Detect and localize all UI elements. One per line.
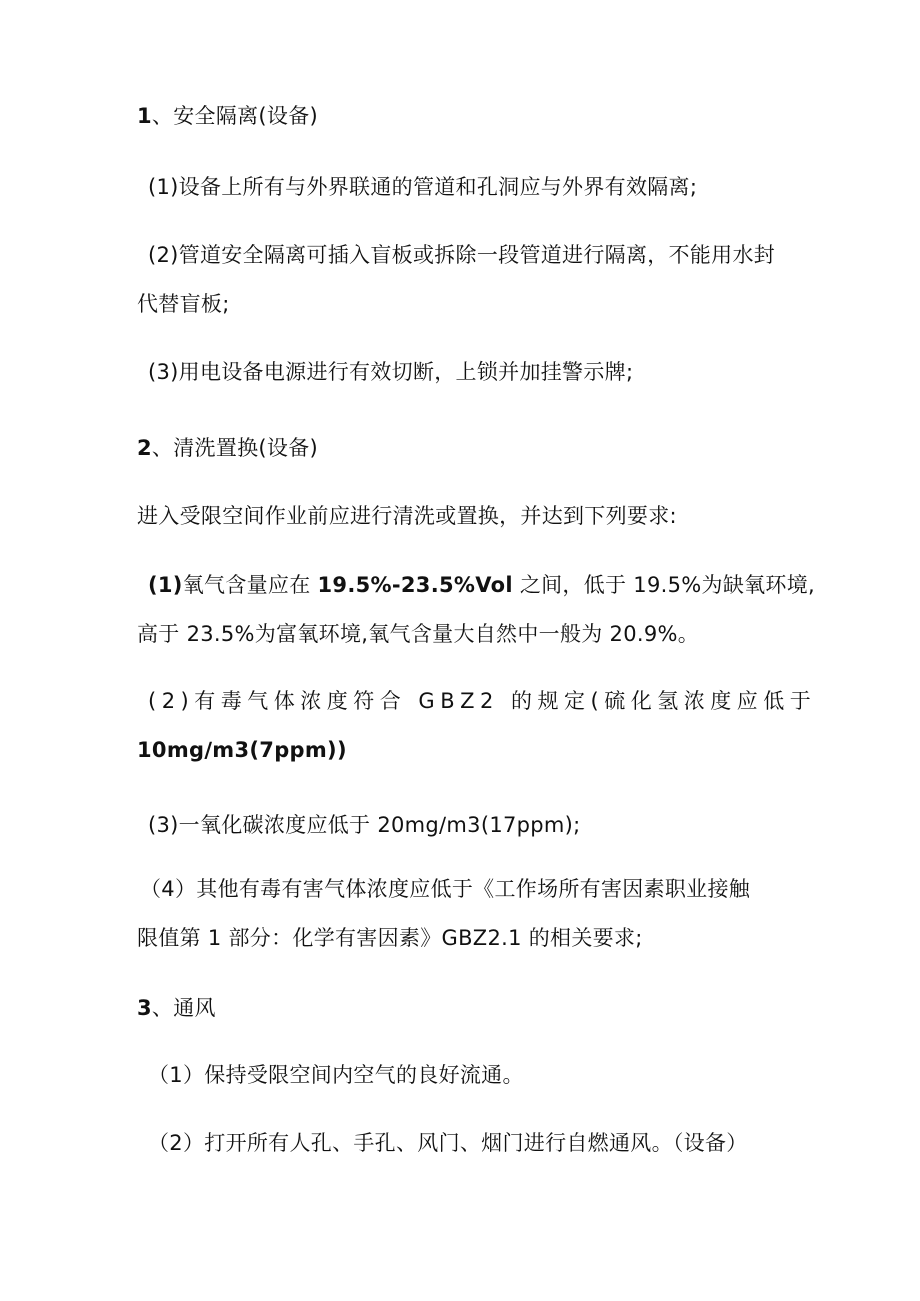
item-label: （4） bbox=[140, 877, 197, 901]
item-text: 打开所有人孔、手孔、风门、烟门进行自燃通风。（设备） bbox=[204, 1131, 748, 1155]
section-1-item-3 bbox=[148, 357, 633, 387]
section-2-item-4-continued: 限值第 1 部分：化学有害因素》GBZ2.1 的相关要求; bbox=[137, 926, 643, 950]
section-2-item-2 bbox=[148, 686, 816, 716]
section-2-heading bbox=[137, 433, 318, 463]
section-2-item-4 bbox=[140, 874, 750, 904]
item-text: 管道安全隔离可插入盲板或拆除一段管道进行隔离，不能用水封 bbox=[178, 243, 776, 267]
section-1-item-2-continued: 代替盲板; bbox=[137, 292, 230, 316]
item-label: （1） bbox=[148, 1063, 205, 1087]
item-label: (1) bbox=[148, 573, 183, 597]
section-3-heading bbox=[137, 993, 216, 1023]
item-text: 其他有毒有害气体浓度应低于《工作场所有害因素职业接触 bbox=[196, 877, 751, 901]
item-text: 有毒气体浓度符合 GBZ2 的规定(硫化氢浓度应低于 bbox=[194, 689, 817, 713]
oxygen-range: 19.5%-23.5%Vol bbox=[317, 573, 513, 597]
section-2-item-1-continued: 高于 23.5%为富氧环境,氧气含量大自然中一般为 20.9%。 bbox=[137, 622, 700, 646]
item-label: （2） bbox=[148, 1131, 205, 1155]
section-3-item-2 bbox=[148, 1128, 748, 1158]
item-label: (3) bbox=[148, 360, 179, 384]
section-2-item-2-continued: 10mg∕m3(7ppm)) bbox=[137, 738, 347, 762]
section-2-title: 、清洗置换(设备) bbox=[151, 436, 319, 460]
item-label: (2) bbox=[148, 689, 195, 713]
item-label: (1) bbox=[148, 175, 179, 199]
section-3-title: 、通风 bbox=[151, 996, 216, 1020]
section-1-title: 、安全隔离(设备) bbox=[151, 104, 319, 128]
item-text: 一氧化碳浓度应低于 20mg∕m3(17ppm); bbox=[178, 813, 581, 837]
section-2-number: 2 bbox=[137, 436, 152, 460]
section-1-item-2 bbox=[148, 240, 775, 270]
section-3-number: 3 bbox=[137, 996, 152, 1020]
item-label: (2) bbox=[148, 243, 179, 267]
item-text: 保持受限空间内空气的良好流通。 bbox=[204, 1063, 524, 1087]
section-3-item-1 bbox=[148, 1060, 524, 1090]
section-1-number: 1 bbox=[137, 104, 152, 128]
section-2-intro: 进入受限空间作业前应进行清洗或置换，并达到下列要求: bbox=[137, 504, 677, 528]
section-1-item-1 bbox=[148, 172, 697, 202]
section-2-item-3 bbox=[148, 810, 581, 840]
item-text: 设备上所有与外界联通的管道和孔洞应与外界有效隔离; bbox=[178, 175, 698, 199]
section-1-heading bbox=[137, 101, 318, 131]
section-2-item-1: (1)氧气含量应在 19.5%-23.5%Vol 之间，低于 19.5%为缺氧环境, bbox=[148, 573, 815, 597]
item-text: 用电设备电源进行有效切断，上锁并加挂警示牌; bbox=[178, 360, 634, 384]
item-label: (3) bbox=[148, 813, 179, 837]
